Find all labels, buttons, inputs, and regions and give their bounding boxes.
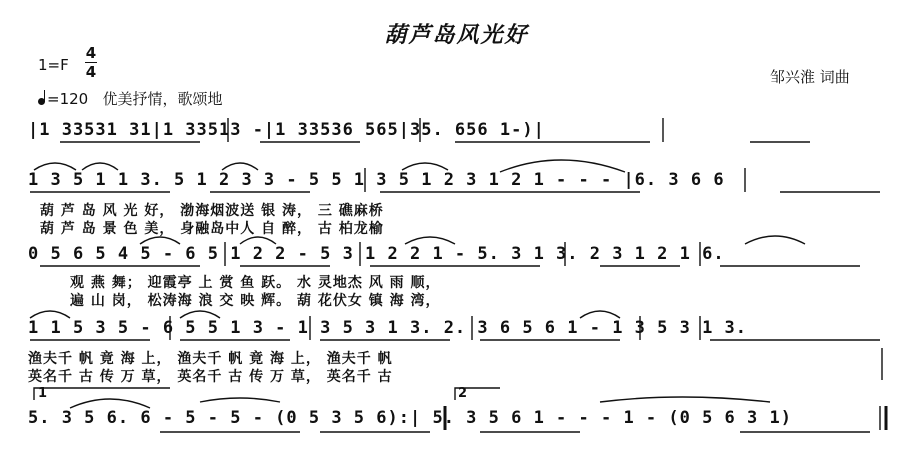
system-2-lyrics-2: 葫 芦 岛 景 色 美， 身融岛中人 自 醉， 古 柏龙榆 xyxy=(40,221,384,237)
song-title: 葫芦岛风光好 xyxy=(384,23,529,48)
system-4-notes: 1 1 5 3 5 - 6 5 5 1 3 - 1 3 5 3 1 3. 2. 3 6 5 6 1 - 1 3 5 3 1 3. xyxy=(28,318,748,338)
system-3-lyrics-1: 观 燕 舞； 迎霞亭 上 赏 鱼 跃。 水 灵地杰 风 雨 顺， xyxy=(70,275,441,291)
system-5-notes: 5. 3 5 6. 6 - 5 - 5 - (0 5 3 5 6):| 5. 3 5 6 1 - - - 1 - (0 5 6 3 1) xyxy=(28,408,792,428)
system-4-lyrics-2: 英名千 古 传 万 草， 英名千 古 传 万 草， 英名千 古 xyxy=(28,369,393,385)
system-4-lyrics-1: 渔夫千 帆 竟 海 上， 渔夫千 帆 竟 海 上， 渔夫千 帆 xyxy=(28,351,393,367)
system-3-lyrics-2: 遍 山 岗， 松涛海 浪 交 映 辉。 葫 花伏女 镇 海 湾， xyxy=(70,293,441,309)
time-signature-bottom: 4 xyxy=(85,63,97,81)
volta-1-label: 1 xyxy=(38,386,48,401)
key-signature: 1=F xyxy=(38,56,69,74)
system-2-lyrics-1: 葫 芦 岛 风 光 好， 渤海烟波送 银 涛， 三 礁麻桥 xyxy=(40,203,384,219)
volta-2-label: 2 xyxy=(458,386,468,401)
system-1-notes: |1 33531 31|1 33513 -|1 33536 565|35. 656 1-)| xyxy=(28,120,545,140)
system-3-notes: 0 5 6 5 4 5 - 6 5 1 2 2 - 5 3 1 2 2 1 - 5. 3 1 3. 2 3 1 2 1 6. xyxy=(28,244,725,264)
expression-text: 优美抒情，歌颂地 xyxy=(102,90,223,108)
time-signature-top: 4 xyxy=(85,44,97,62)
tempo-value: =120 xyxy=(47,90,89,108)
composer-credit: 邹兴淮 词曲 xyxy=(770,68,850,86)
system-2-notes: 1 3 5 1 1 3. 5 1 2 3 3 - 5 5 1 3 5 1 2 3 1 2 1 - - - |6. 3 6 6 xyxy=(28,170,725,190)
